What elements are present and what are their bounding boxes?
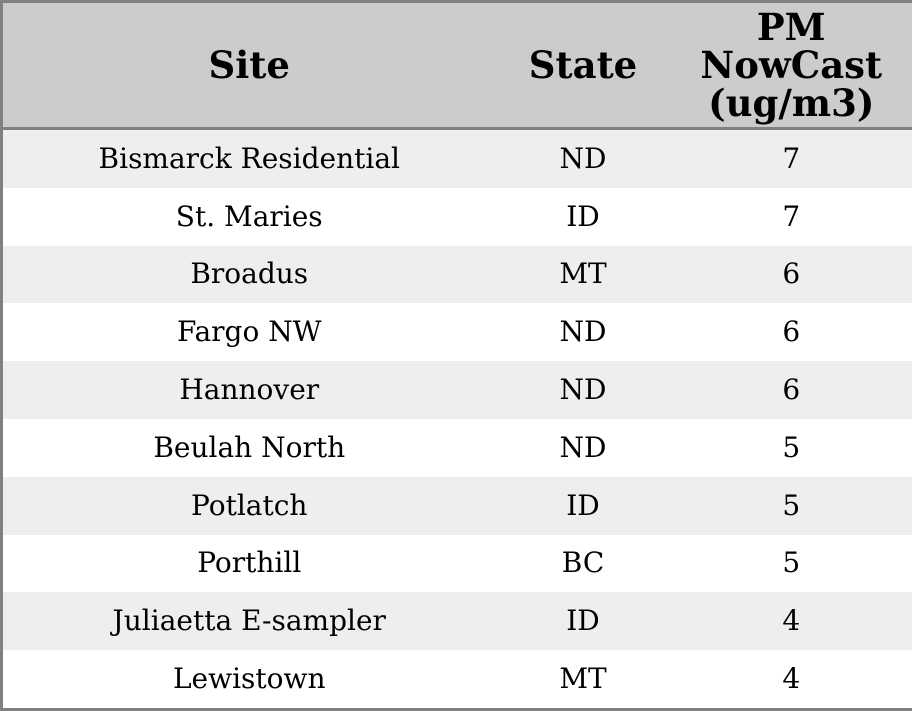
- state-cell: ID: [566, 604, 600, 638]
- site-cell: Fargo NW: [176, 315, 322, 349]
- table-row: [2, 592, 912, 650]
- table-row: [2, 650, 912, 709]
- site-cell: Porthill: [197, 546, 302, 580]
- state-cell: ND: [559, 141, 607, 175]
- value-cell: 6: [782, 315, 801, 349]
- column-header-state: State: [496, 2, 671, 129]
- state-cell: ND: [559, 373, 607, 407]
- column-header-site: Site: [2, 2, 496, 129]
- table-row: [2, 419, 912, 477]
- value-cell: 6: [782, 373, 801, 407]
- site-cell: Lewistown: [172, 662, 326, 696]
- site-cell: Hannover: [179, 373, 320, 407]
- site-cell: Broadus: [190, 257, 309, 291]
- table-row: [2, 477, 912, 535]
- value-cell: 5: [782, 488, 801, 522]
- table-row: [2, 535, 912, 593]
- value-cell: 5: [782, 546, 801, 580]
- site-cell: Potlatch: [191, 488, 308, 522]
- state-cell: MT: [559, 662, 607, 696]
- state-cell: ND: [559, 430, 607, 464]
- state-cell: ND: [559, 315, 607, 349]
- value-cell: 7: [782, 199, 801, 233]
- table-row: [2, 361, 912, 419]
- table-body: [2, 129, 912, 710]
- value-cell: 7: [782, 141, 801, 175]
- state-cell: ID: [566, 199, 600, 233]
- site-cell: Bismarck Residential: [98, 141, 400, 175]
- pm-nowcast-column-label: PM NowCast (ug/m3): [700, 5, 883, 125]
- column-header-pm-nowcast: [671, 2, 912, 129]
- table-row: [2, 129, 912, 188]
- value-cell: 4: [782, 604, 801, 638]
- table-header: [2, 2, 912, 129]
- table-row: [2, 246, 912, 304]
- site-cell: Beulah North: [153, 430, 346, 464]
- state-cell: BC: [561, 546, 605, 580]
- header-row: [2, 2, 912, 129]
- value-cell: 4: [782, 662, 801, 696]
- value-cell: 5: [782, 430, 801, 464]
- value-cell: 6: [782, 257, 801, 291]
- site-cell: St. Maries: [175, 199, 323, 233]
- state-cell: ID: [566, 488, 600, 522]
- table-row: [2, 188, 912, 246]
- site-cell: Juliaetta E-sampler: [112, 604, 386, 638]
- state-cell: MT: [559, 257, 607, 291]
- table-row: [2, 303, 912, 361]
